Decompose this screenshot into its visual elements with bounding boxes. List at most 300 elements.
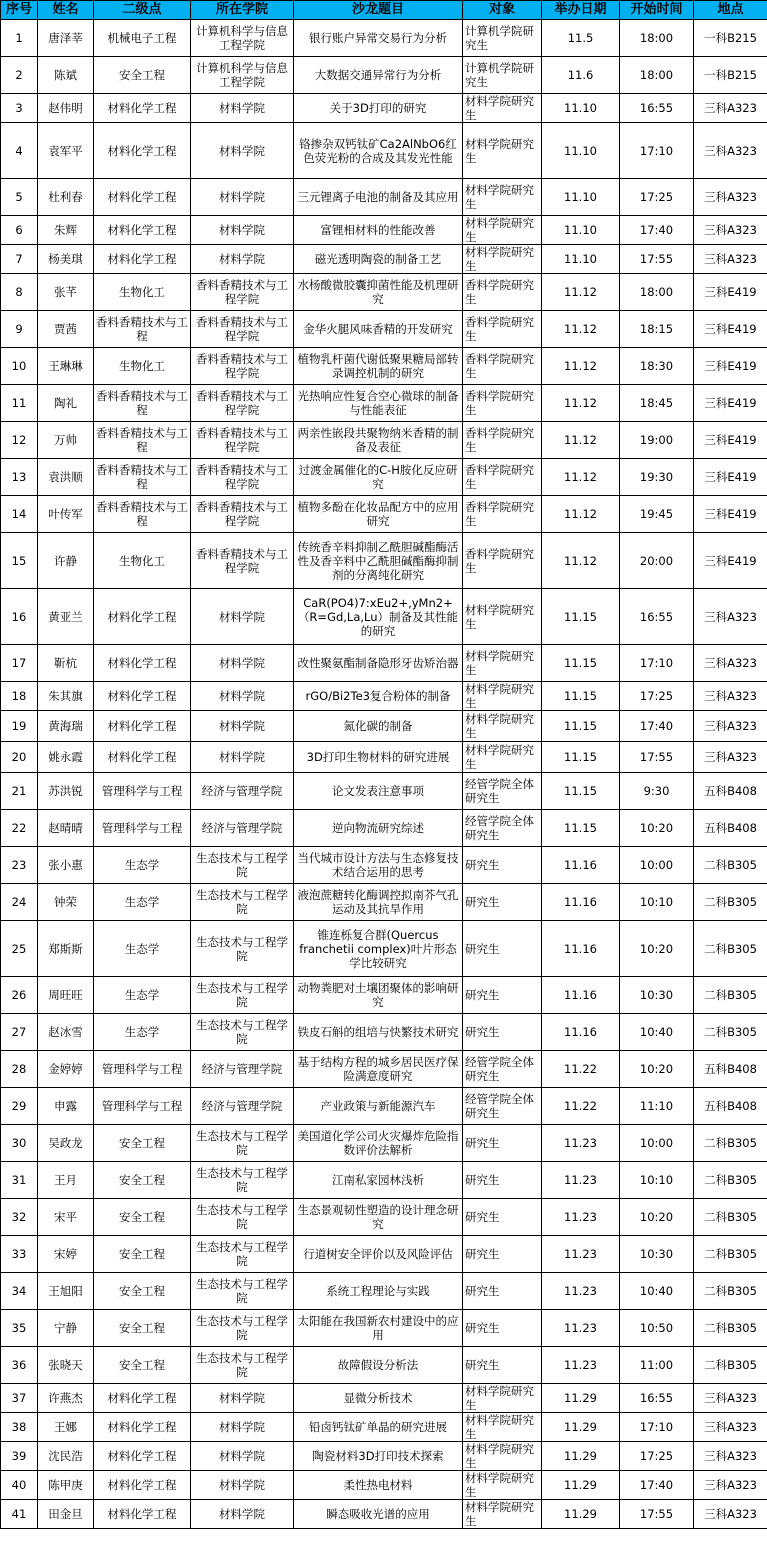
- cell-audience: 材料学院研究生: [463, 589, 542, 645]
- cell-college: 香料香精技术与工程学院: [191, 348, 294, 385]
- cell-index: 27: [1, 1014, 38, 1051]
- table-row: [1, 589, 767, 645]
- cell-date: 11.15: [542, 645, 620, 682]
- cell-start-time: 17:40: [620, 1471, 694, 1500]
- cell-discipline: 安全工程: [94, 57, 191, 94]
- cell-audience: 经管学院全体研究生: [463, 773, 542, 810]
- cell-date: 11.16: [542, 1014, 620, 1051]
- cell-topic: 植物乳杆菌代谢低聚果糖局部转录调控机制的研究: [294, 348, 463, 385]
- header-name: 姓名: [38, 1, 94, 20]
- cell-date: 11.15: [542, 742, 620, 773]
- cell-location: 五科B408: [694, 1051, 767, 1088]
- cell-discipline: 生物化工: [94, 533, 191, 589]
- cell-index: 6: [1, 216, 38, 245]
- cell-college: 经济与管理学院: [191, 773, 294, 810]
- cell-date: 11.10: [542, 216, 620, 245]
- cell-location: 三科A323: [694, 645, 767, 682]
- cell-date: 11.16: [542, 847, 620, 884]
- cell-audience: 材料学院研究生: [463, 1500, 542, 1529]
- table-row: [1, 422, 767, 459]
- cell-date: 11.10: [542, 123, 620, 179]
- cell-date: 11.22: [542, 1088, 620, 1125]
- cell-discipline: 管理科学与工程: [94, 773, 191, 810]
- cell-college: 生态技术与工程学院: [191, 1273, 294, 1310]
- table-row: [1, 1413, 767, 1442]
- cell-college: 材料学院: [191, 589, 294, 645]
- cell-college: 材料学院: [191, 245, 294, 274]
- cell-name: 申露: [38, 1088, 94, 1125]
- table-row: [1, 1384, 767, 1413]
- table-row: [1, 884, 767, 921]
- cell-audience: 香料学院研究生: [463, 496, 542, 533]
- cell-college: 香料香精技术与工程学院: [191, 459, 294, 496]
- cell-date: 11.29: [542, 1500, 620, 1529]
- cell-name: 贾茜: [38, 311, 94, 348]
- cell-discipline: 生态学: [94, 921, 191, 977]
- cell-audience: 香料学院研究生: [463, 385, 542, 422]
- table-row: [1, 1199, 767, 1236]
- cell-discipline: 香料香精技术与工程: [94, 422, 191, 459]
- cell-name: 朱其旗: [38, 682, 94, 711]
- cell-date: 11.5: [542, 20, 620, 57]
- cell-location: 二科B305: [694, 1125, 767, 1162]
- cell-college: 材料学院: [191, 1384, 294, 1413]
- table-row: [1, 533, 767, 589]
- cell-college: 材料学院: [191, 1500, 294, 1529]
- header-discipline: 二级点: [94, 1, 191, 20]
- cell-location: 二科B305: [694, 921, 767, 977]
- cell-audience: 研究生: [463, 921, 542, 977]
- cell-college: 经济与管理学院: [191, 1088, 294, 1125]
- cell-topic: 系统工程理论与实践: [294, 1273, 463, 1310]
- cell-date: 11.29: [542, 1413, 620, 1442]
- cell-location: 三科E419: [694, 311, 767, 348]
- cell-start-time: 10:20: [620, 1199, 694, 1236]
- cell-discipline: 材料化学工程: [94, 1413, 191, 1442]
- cell-topic: 论文发表注意事项: [294, 773, 463, 810]
- cell-audience: 计算机学院研究生: [463, 57, 542, 94]
- cell-topic: 植物多酚在化妆品配方中的应用研究: [294, 496, 463, 533]
- table-row: [1, 57, 767, 94]
- cell-date: 11.15: [542, 589, 620, 645]
- cell-date: 11.23: [542, 1162, 620, 1199]
- cell-audience: 香料学院研究生: [463, 348, 542, 385]
- cell-date: 11.12: [542, 385, 620, 422]
- cell-discipline: 材料化学工程: [94, 94, 191, 123]
- cell-college: 生态技术与工程学院: [191, 1125, 294, 1162]
- cell-discipline: 机械电子工程: [94, 20, 191, 57]
- table-row: [1, 1236, 767, 1273]
- cell-location: 五科B408: [694, 773, 767, 810]
- cell-name: 叶传军: [38, 496, 94, 533]
- cell-college: 材料学院: [191, 742, 294, 773]
- cell-college: 材料学院: [191, 216, 294, 245]
- cell-date: 11.16: [542, 884, 620, 921]
- table-row: [1, 20, 767, 57]
- cell-date: 11.12: [542, 533, 620, 589]
- cell-start-time: 17:40: [620, 711, 694, 742]
- cell-topic: 水杨酸微胶囊抑菌性能及机理研究: [294, 274, 463, 311]
- cell-topic: 铬掺杂双钙钛矿Ca2AlNbO6红色荧光粉的合成及其发光性能: [294, 123, 463, 179]
- cell-discipline: 安全工程: [94, 1236, 191, 1273]
- table-row: [1, 385, 767, 422]
- cell-index: 36: [1, 1347, 38, 1384]
- cell-college: 生态技术与工程学院: [191, 1310, 294, 1347]
- cell-college: 生态技术与工程学院: [191, 884, 294, 921]
- cell-index: 12: [1, 422, 38, 459]
- table-row: [1, 921, 767, 977]
- cell-start-time: 10:00: [620, 1125, 694, 1162]
- cell-location: 三科A323: [694, 1442, 767, 1471]
- cell-index: 17: [1, 645, 38, 682]
- cell-college: 材料学院: [191, 1471, 294, 1500]
- table-row: [1, 1051, 767, 1088]
- cell-start-time: 17:10: [620, 123, 694, 179]
- cell-audience: 经管学院全体研究生: [463, 810, 542, 847]
- cell-audience: 研究生: [463, 884, 542, 921]
- cell-start-time: 19:30: [620, 459, 694, 496]
- cell-topic: 动物粪肥对土壤团聚体的影响研究: [294, 977, 463, 1014]
- cell-audience: 经管学院全体研究生: [463, 1088, 542, 1125]
- cell-topic: 产业政策与新能源汽车: [294, 1088, 463, 1125]
- cell-discipline: 生态学: [94, 884, 191, 921]
- cell-college: 香料香精技术与工程学院: [191, 311, 294, 348]
- cell-location: 二科B305: [694, 884, 767, 921]
- cell-date: 11.23: [542, 1310, 620, 1347]
- table-row: [1, 742, 767, 773]
- cell-start-time: 16:55: [620, 94, 694, 123]
- cell-index: 38: [1, 1413, 38, 1442]
- cell-date: 11.23: [542, 1347, 620, 1384]
- cell-location: 三科A323: [694, 742, 767, 773]
- cell-location: 二科B305: [694, 977, 767, 1014]
- cell-location: 三科A323: [694, 1471, 767, 1500]
- cell-college: 香料香精技术与工程学院: [191, 422, 294, 459]
- cell-name: 赵晴晴: [38, 810, 94, 847]
- cell-start-time: 10:30: [620, 977, 694, 1014]
- cell-topic: 两亲性嵌段共聚物纳米香精的制备及表征: [294, 422, 463, 459]
- cell-start-time: 10:20: [620, 921, 694, 977]
- cell-college: 材料学院: [191, 94, 294, 123]
- cell-index: 15: [1, 533, 38, 589]
- cell-name: 张晓天: [38, 1347, 94, 1384]
- header-audience: 对象: [463, 1, 542, 20]
- cell-index: 21: [1, 773, 38, 810]
- cell-discipline: 材料化学工程: [94, 645, 191, 682]
- cell-discipline: 生态学: [94, 847, 191, 884]
- cell-topic: 显微分析技术: [294, 1384, 463, 1413]
- cell-name: 陈斌: [38, 57, 94, 94]
- cell-name: 杨美琪: [38, 245, 94, 274]
- cell-start-time: 18:00: [620, 20, 694, 57]
- table-row: [1, 459, 767, 496]
- cell-start-time: 10:20: [620, 1051, 694, 1088]
- cell-college: 生态技术与工程学院: [191, 1014, 294, 1051]
- cell-discipline: 香料香精技术与工程: [94, 496, 191, 533]
- cell-discipline: 安全工程: [94, 1199, 191, 1236]
- cell-date: 11.6: [542, 57, 620, 94]
- cell-discipline: 材料化学工程: [94, 179, 191, 216]
- cell-start-time: 17:40: [620, 216, 694, 245]
- cell-date: 11.15: [542, 711, 620, 742]
- cell-name: 张芊: [38, 274, 94, 311]
- cell-date: 11.15: [542, 682, 620, 711]
- cell-topic: 逆向物流研究综述: [294, 810, 463, 847]
- cell-name: 袁洪顺: [38, 459, 94, 496]
- cell-college: 香料香精技术与工程学院: [191, 533, 294, 589]
- cell-audience: 研究生: [463, 847, 542, 884]
- cell-location: 三科A323: [694, 123, 767, 179]
- cell-topic: 生态景观韧性塑造的设计理念研究: [294, 1199, 463, 1236]
- cell-location: 二科B305: [694, 1162, 767, 1199]
- cell-topic: 铅卤钙钛矿单晶的研究进展: [294, 1413, 463, 1442]
- cell-index: 29: [1, 1088, 38, 1125]
- cell-location: 二科B305: [694, 1273, 767, 1310]
- cell-topic: 富锂相材料的性能改善: [294, 216, 463, 245]
- cell-audience: 材料学院研究生: [463, 645, 542, 682]
- cell-college: 香料香精技术与工程学院: [191, 274, 294, 311]
- cell-location: 三科E419: [694, 422, 767, 459]
- cell-audience: 香料学院研究生: [463, 274, 542, 311]
- cell-location: 三科A323: [694, 245, 767, 274]
- cell-name: 宋婷: [38, 1236, 94, 1273]
- cell-name: 袁军平: [38, 123, 94, 179]
- cell-topic: 磁光透明陶瓷的制备工艺: [294, 245, 463, 274]
- cell-start-time: 10:10: [620, 1162, 694, 1199]
- cell-discipline: 材料化学工程: [94, 216, 191, 245]
- cell-index: 9: [1, 311, 38, 348]
- cell-name: 王琳琳: [38, 348, 94, 385]
- table-row: [1, 1125, 767, 1162]
- cell-index: 34: [1, 1273, 38, 1310]
- cell-location: 三科A323: [694, 589, 767, 645]
- cell-topic: 光热响应性复合空心微球的制备与性能表征: [294, 385, 463, 422]
- cell-name: 朱辉: [38, 216, 94, 245]
- table-row: [1, 810, 767, 847]
- cell-topic: 锥连栎复合群(Quercus franchetii complex)叶片形态学比较研究: [294, 921, 463, 977]
- cell-name: 靳杭: [38, 645, 94, 682]
- cell-start-time: 11:00: [620, 1347, 694, 1384]
- cell-index: 32: [1, 1199, 38, 1236]
- cell-location: 二科B305: [694, 1199, 767, 1236]
- cell-topic: 过渡金属催化的C-H胺化反应研究: [294, 459, 463, 496]
- cell-start-time: 10:40: [620, 1273, 694, 1310]
- cell-name: 黄亚兰: [38, 589, 94, 645]
- header-row: [1, 1, 767, 20]
- cell-audience: 计算机学院研究生: [463, 20, 542, 57]
- cell-location: 五科B408: [694, 1088, 767, 1125]
- cell-start-time: 18:00: [620, 274, 694, 311]
- cell-discipline: 生物化工: [94, 274, 191, 311]
- cell-date: 11.10: [542, 179, 620, 216]
- cell-index: 39: [1, 1442, 38, 1471]
- cell-name: 唐泽莘: [38, 20, 94, 57]
- table-row: [1, 645, 767, 682]
- cell-start-time: 16:55: [620, 589, 694, 645]
- cell-location: 二科B305: [694, 1347, 767, 1384]
- cell-discipline: 材料化学工程: [94, 123, 191, 179]
- cell-audience: 材料学院研究生: [463, 1471, 542, 1500]
- cell-discipline: 材料化学工程: [94, 245, 191, 274]
- cell-index: 33: [1, 1236, 38, 1273]
- cell-index: 10: [1, 348, 38, 385]
- cell-start-time: 20:00: [620, 533, 694, 589]
- cell-start-time: 19:45: [620, 496, 694, 533]
- cell-date: 11.15: [542, 810, 620, 847]
- table-row: [1, 711, 767, 742]
- cell-index: 19: [1, 711, 38, 742]
- cell-name: 杜利春: [38, 179, 94, 216]
- cell-discipline: 材料化学工程: [94, 682, 191, 711]
- cell-discipline: 管理科学与工程: [94, 810, 191, 847]
- cell-audience: 香料学院研究生: [463, 311, 542, 348]
- cell-start-time: 11:10: [620, 1088, 694, 1125]
- cell-topic: 银行账户异常交易行为分析: [294, 20, 463, 57]
- cell-index: 14: [1, 496, 38, 533]
- cell-start-time: 10:30: [620, 1236, 694, 1273]
- cell-discipline: 安全工程: [94, 1347, 191, 1384]
- cell-location: 二科B305: [694, 847, 767, 884]
- cell-location: 一科B215: [694, 57, 767, 94]
- cell-college: 生态技术与工程学院: [191, 977, 294, 1014]
- cell-college: 计算机科学与信息工程学院: [191, 20, 294, 57]
- cell-start-time: 19:00: [620, 422, 694, 459]
- cell-start-time: 9:30: [620, 773, 694, 810]
- cell-location: 三科E419: [694, 274, 767, 311]
- cell-date: 11.12: [542, 422, 620, 459]
- cell-college: 生态技术与工程学院: [191, 1236, 294, 1273]
- cell-date: 11.12: [542, 459, 620, 496]
- cell-audience: 研究生: [463, 1310, 542, 1347]
- table-row: [1, 245, 767, 274]
- table-row: [1, 1014, 767, 1051]
- table-row: [1, 1273, 767, 1310]
- cell-topic: 行道树安全评价以及风险评估: [294, 1236, 463, 1273]
- header-topic: 沙龙题目: [294, 1, 463, 20]
- cell-index: 23: [1, 847, 38, 884]
- cell-date: 11.22: [542, 1051, 620, 1088]
- cell-index: 1: [1, 20, 38, 57]
- cell-discipline: 安全工程: [94, 1125, 191, 1162]
- cell-index: 30: [1, 1125, 38, 1162]
- cell-audience: 材料学院研究生: [463, 1413, 542, 1442]
- cell-name: 赵伟明: [38, 94, 94, 123]
- cell-college: 材料学院: [191, 1413, 294, 1442]
- cell-discipline: 管理科学与工程: [94, 1051, 191, 1088]
- cell-name: 吴政龙: [38, 1125, 94, 1162]
- cell-date: 11.12: [542, 348, 620, 385]
- cell-college: 生态技术与工程学院: [191, 1162, 294, 1199]
- cell-location: 三科E419: [694, 533, 767, 589]
- cell-audience: 研究生: [463, 1125, 542, 1162]
- cell-audience: 香料学院研究生: [463, 422, 542, 459]
- cell-audience: 材料学院研究生: [463, 742, 542, 773]
- cell-audience: 材料学院研究生: [463, 94, 542, 123]
- cell-discipline: 材料化学工程: [94, 1384, 191, 1413]
- cell-start-time: 10:20: [620, 810, 694, 847]
- cell-start-time: 17:25: [620, 682, 694, 711]
- cell-date: 11.15: [542, 773, 620, 810]
- table-row: [1, 348, 767, 385]
- table-row: [1, 682, 767, 711]
- cell-discipline: 材料化学工程: [94, 742, 191, 773]
- cell-name: 王月: [38, 1162, 94, 1199]
- cell-index: 13: [1, 459, 38, 496]
- cell-location: 五科B408: [694, 810, 767, 847]
- cell-audience: 研究生: [463, 1347, 542, 1384]
- cell-name: 郑斯斯: [38, 921, 94, 977]
- cell-topic: 关于3D打印的研究: [294, 94, 463, 123]
- cell-name: 周旺旺: [38, 977, 94, 1014]
- cell-college: 香料香精技术与工程学院: [191, 385, 294, 422]
- cell-audience: 材料学院研究生: [463, 123, 542, 179]
- cell-audience: 材料学院研究生: [463, 245, 542, 274]
- table-row: [1, 773, 767, 810]
- header-index: 序号: [1, 1, 38, 20]
- cell-audience: 材料学院研究生: [463, 682, 542, 711]
- cell-audience: 材料学院研究生: [463, 216, 542, 245]
- cell-location: 三科E419: [694, 459, 767, 496]
- cell-date: 11.12: [542, 496, 620, 533]
- cell-discipline: 生物化工: [94, 348, 191, 385]
- cell-start-time: 18:45: [620, 385, 694, 422]
- cell-topic: 金华火腿风味香精的开发研究: [294, 311, 463, 348]
- table-row: [1, 274, 767, 311]
- table-row: [1, 179, 767, 216]
- table-row: [1, 496, 767, 533]
- cell-start-time: 17:25: [620, 1442, 694, 1471]
- table-row: [1, 1310, 767, 1347]
- cell-start-time: 17:10: [620, 645, 694, 682]
- cell-audience: 材料学院研究生: [463, 1384, 542, 1413]
- table-row: [1, 123, 767, 179]
- cell-name: 宋平: [38, 1199, 94, 1236]
- cell-index: 20: [1, 742, 38, 773]
- cell-discipline: 香料香精技术与工程: [94, 385, 191, 422]
- cell-start-time: 10:50: [620, 1310, 694, 1347]
- cell-date: 11.16: [542, 921, 620, 977]
- cell-audience: 研究生: [463, 977, 542, 1014]
- cell-audience: 香料学院研究生: [463, 459, 542, 496]
- cell-index: 7: [1, 245, 38, 274]
- cell-discipline: 生态学: [94, 1014, 191, 1051]
- cell-start-time: 17:10: [620, 1413, 694, 1442]
- cell-name: 陶礼: [38, 385, 94, 422]
- cell-name: 苏洪锐: [38, 773, 94, 810]
- cell-location: 二科B305: [694, 1014, 767, 1051]
- cell-index: 41: [1, 1500, 38, 1529]
- cell-topic: 故障假设分析法: [294, 1347, 463, 1384]
- cell-location: 三科E419: [694, 348, 767, 385]
- cell-name: 王旭阳: [38, 1273, 94, 1310]
- cell-college: 材料学院: [191, 1442, 294, 1471]
- cell-start-time: 16:55: [620, 1384, 694, 1413]
- cell-audience: 研究生: [463, 1199, 542, 1236]
- cell-name: 田金旦: [38, 1500, 94, 1529]
- cell-start-time: 17:25: [620, 179, 694, 216]
- cell-location: 三科A323: [694, 682, 767, 711]
- cell-discipline: 材料化学工程: [94, 1442, 191, 1471]
- cell-location: 三科E419: [694, 385, 767, 422]
- cell-audience: 研究生: [463, 1162, 542, 1199]
- cell-start-time: 10:10: [620, 884, 694, 921]
- cell-topic: 铁皮石斛的组培与快繁技术研究: [294, 1014, 463, 1051]
- header-date: 举办日期: [542, 1, 620, 20]
- table-row: [1, 847, 767, 884]
- header-start-time: 开始时间: [620, 1, 694, 20]
- cell-discipline: 香料香精技术与工程: [94, 311, 191, 348]
- cell-location: 二科B305: [694, 1236, 767, 1273]
